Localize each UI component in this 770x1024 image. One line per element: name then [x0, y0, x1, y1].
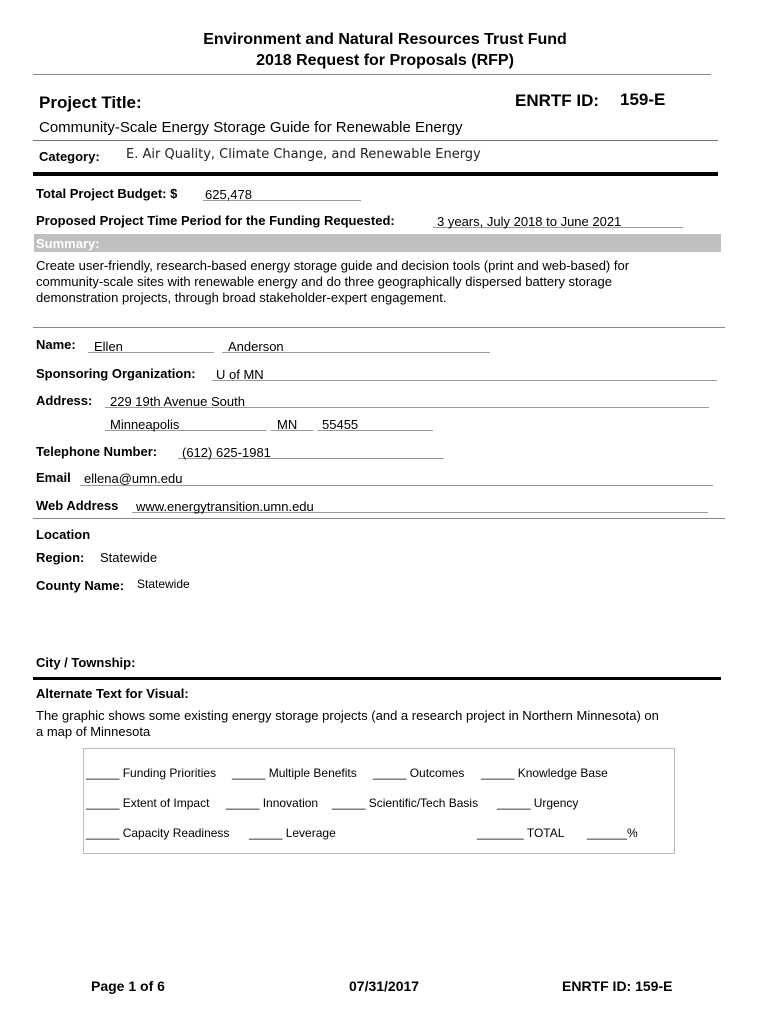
phone-value: (612) 625-1981 — [182, 445, 271, 460]
score-knowledge-base: _____ Knowledge Base — [481, 766, 608, 780]
budget-label: Total Project Budget: $ — [36, 186, 178, 201]
org-value: U of MN — [216, 367, 264, 382]
score-extent-of-impact: _____ Extent of Impact — [86, 796, 210, 810]
enrtf-id-label: ENRTF ID: — [515, 91, 600, 110]
category-label: Category: — [39, 149, 100, 164]
last-name: Anderson — [228, 339, 284, 354]
project-title: Community-Scale Energy Storage Guide for Renewable Energy — [39, 119, 463, 136]
score-urgency: _____ Urgency — [497, 796, 579, 810]
county-label: County Name: — [36, 578, 125, 593]
phone-label: Telephone Number: — [36, 444, 158, 459]
summary-line-3: demonstration projects, through broad stakeholder-expert engagement. — [36, 290, 447, 305]
email-value: ellena@umn.edu — [84, 471, 183, 486]
header-line-2: 2018 Request for Proposals (RFP) — [256, 52, 514, 69]
footer-page: Page 1 of 6 — [91, 978, 165, 994]
footer-id: ENRTF ID: 159-E — [562, 978, 673, 994]
score-outcomes: _____ Outcomes — [373, 766, 465, 780]
visual-line-1: The graphic shows some existing energy storage projects (and a research project in Northern Minnesota) on — [36, 708, 659, 723]
address-label: Address: — [36, 393, 93, 408]
email-label: Email — [36, 470, 71, 485]
location-heading: Location — [36, 527, 91, 542]
project-title-label: Project Title: — [39, 93, 142, 112]
region-value: Statewide — [100, 550, 158, 565]
category-value: E. Air Quality, Climate Change, and Renewable Energy — [126, 147, 481, 162]
contact-rule — [33, 518, 725, 519]
header-rule — [33, 74, 711, 75]
summary-text — [36, 258, 629, 306]
summary-rule — [33, 327, 725, 328]
score-multiple-benefits: _____ Multiple Benefits — [232, 766, 357, 780]
score-percent: ______% — [587, 826, 638, 840]
summary-line-2: community-scale sites with renewable energy and do three geographically dispersed battery storage — [36, 274, 612, 289]
period-label: Proposed Project Time Period for the Funding Requested: — [36, 213, 395, 228]
org-label: Sponsoring Organization: — [36, 366, 196, 381]
first-name: Ellen — [94, 339, 123, 354]
summary-bar — [34, 234, 721, 252]
location-rule — [33, 677, 721, 680]
region-label: Region: — [36, 550, 85, 565]
county-value: Statewide — [137, 577, 190, 591]
score-scientific-tech-basis: _____ Scientific/Tech Basis — [332, 796, 479, 810]
footer-date: 07/31/2017 — [349, 978, 420, 994]
period-value: 3 years, July 2018 to June 2021 — [437, 214, 622, 229]
score-leverage: _____ Leverage — [249, 826, 336, 840]
score-funding-priorities: _____ Funding Priorities — [86, 766, 217, 780]
score-total: _______ TOTAL — [477, 826, 565, 840]
score-capacity-readiness: _____ Capacity Readiness — [86, 826, 230, 840]
enrtf-id-value: 159-E — [620, 90, 666, 109]
score-innovation: _____ Innovation — [226, 796, 319, 810]
state-value: MN — [277, 417, 298, 432]
city-value: Minneapolis — [110, 417, 180, 432]
city-township-label: City / Township: — [36, 655, 136, 670]
web-value: www.energytransition.umn.edu — [136, 499, 314, 514]
street-value: 229 19th Avenue South — [110, 394, 245, 409]
web-label: Web Address — [36, 498, 119, 513]
org-underline — [212, 380, 717, 381]
header-line-1: Environment and Natural Resources Trust Fund — [203, 31, 567, 48]
category-rule — [33, 172, 718, 176]
title-rule — [33, 140, 718, 141]
visual-line-2: a map of Minnesota — [36, 724, 151, 739]
budget-value: 625,478 — [205, 187, 252, 202]
summary-line-1: Create user-friendly, research-based energy storage guide and decision tools (print and web-based) for — [36, 258, 630, 273]
visual-label: Alternate Text for Visual: — [36, 686, 189, 701]
visual-text — [36, 708, 659, 740]
summary-label: Summary: — [36, 236, 100, 251]
name-label: Name: — [36, 337, 76, 352]
zip-value: 55455 — [322, 417, 359, 432]
